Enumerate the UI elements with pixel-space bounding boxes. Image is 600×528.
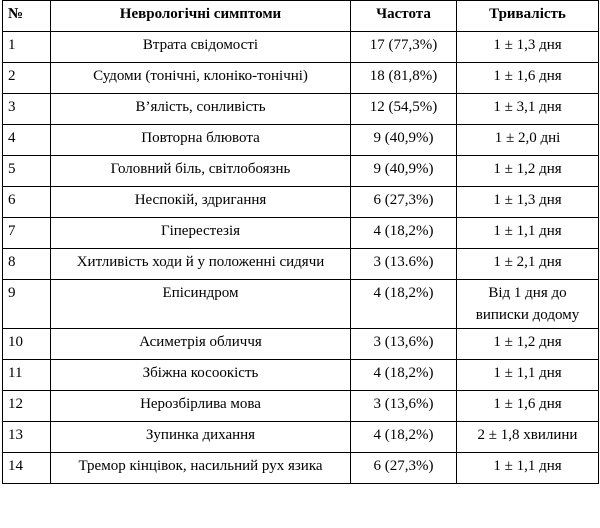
frequency-cell: 4 (18,2%) [351,422,457,453]
symptom-cell: Повторна блювота [51,125,351,156]
table-body [3,32,599,484]
symptom-cell: Неспокій, здригання [51,187,351,218]
duration-cell: 1 ± 1,6 дня [457,391,599,422]
row-number: 2 [3,63,51,94]
duration-cell: Від 1 дня до виписки додому [457,280,599,329]
symptom-cell: Нерозбірлива мова [51,391,351,422]
row-number: 6 [3,187,51,218]
row-number: 9 [3,280,51,329]
row-number: 5 [3,156,51,187]
frequency-cell: 3 (13.6%) [351,249,457,280]
symptom-cell: Головний біль, світлобоязнь [51,156,351,187]
symptom-cell: Тремор кінцівок, насильний рух язика [51,453,351,484]
table-row [3,249,599,280]
row-number: 11 [3,360,51,391]
symptom-cell: Асиметрія обличчя [51,329,351,360]
header-duration: Тривалість [457,1,599,32]
frequency-cell: 17 (77,3%) [351,32,457,63]
row-number: 7 [3,218,51,249]
table-row [3,360,599,391]
duration-cell: 1 ± 2,1 дня [457,249,599,280]
duration-cell: 1 ± 1,1 дня [457,360,599,391]
table-row [3,63,599,94]
duration-cell: 1 ± 1,2 дня [457,329,599,360]
table-row [3,280,599,329]
frequency-cell: 6 (27,3%) [351,187,457,218]
table-row [3,94,599,125]
row-number: 10 [3,329,51,360]
table-row [3,187,599,218]
symptom-cell: Збіжна косоокість [51,360,351,391]
row-number: 1 [3,32,51,63]
duration-cell: 1 ± 1,1 дня [457,453,599,484]
table-row [3,32,599,63]
symptoms-table [2,0,599,484]
duration-cell: 2 ± 1,8 хвилини [457,422,599,453]
frequency-cell: 4 (18,2%) [351,218,457,249]
table-row [3,391,599,422]
table-row [3,125,599,156]
row-number: 14 [3,453,51,484]
symptom-cell: Судоми (тонічні, клоніко-тонічні) [51,63,351,94]
symptom-cell: Зупинка дихання [51,422,351,453]
row-number: 4 [3,125,51,156]
symptom-cell: В’ялість, сонливість [51,94,351,125]
header-symptom: Неврологічні симптоми [51,1,351,32]
frequency-cell: 4 (18,2%) [351,360,457,391]
table-header-row [3,1,599,32]
frequency-cell: 6 (27,3%) [351,453,457,484]
table-row [3,422,599,453]
frequency-cell: 4 (18,2%) [351,280,457,329]
header-number: № [3,1,51,32]
row-number: 3 [3,94,51,125]
row-number: 8 [3,249,51,280]
duration-cell: 1 ± 1,6 дня [457,63,599,94]
frequency-cell: 3 (13,6%) [351,391,457,422]
table-row [3,156,599,187]
table-row [3,453,599,484]
row-number: 13 [3,422,51,453]
duration-cell: 1 ± 1,3 дня [457,187,599,218]
symptom-cell: Хитливість ходи й у положенні сидячи [51,249,351,280]
symptom-cell: Втрата свідомості [51,32,351,63]
frequency-cell: 3 (13,6%) [351,329,457,360]
table-row [3,329,599,360]
duration-cell: 1 ± 1,2 дня [457,156,599,187]
header-frequency: Частота [351,1,457,32]
row-number: 12 [3,391,51,422]
frequency-cell: 9 (40,9%) [351,125,457,156]
duration-cell: 1 ± 1,1 дня [457,218,599,249]
duration-cell: 1 ± 1,3 дня [457,32,599,63]
frequency-cell: 9 (40,9%) [351,156,457,187]
symptom-cell: Гіперестезія [51,218,351,249]
duration-cell: 1 ± 3,1 дня [457,94,599,125]
table-row [3,218,599,249]
symptom-cell: Епісиндром [51,280,351,329]
duration-cell: 1 ± 2,0 дні [457,125,599,156]
frequency-cell: 18 (81,8%) [351,63,457,94]
frequency-cell: 12 (54,5%) [351,94,457,125]
